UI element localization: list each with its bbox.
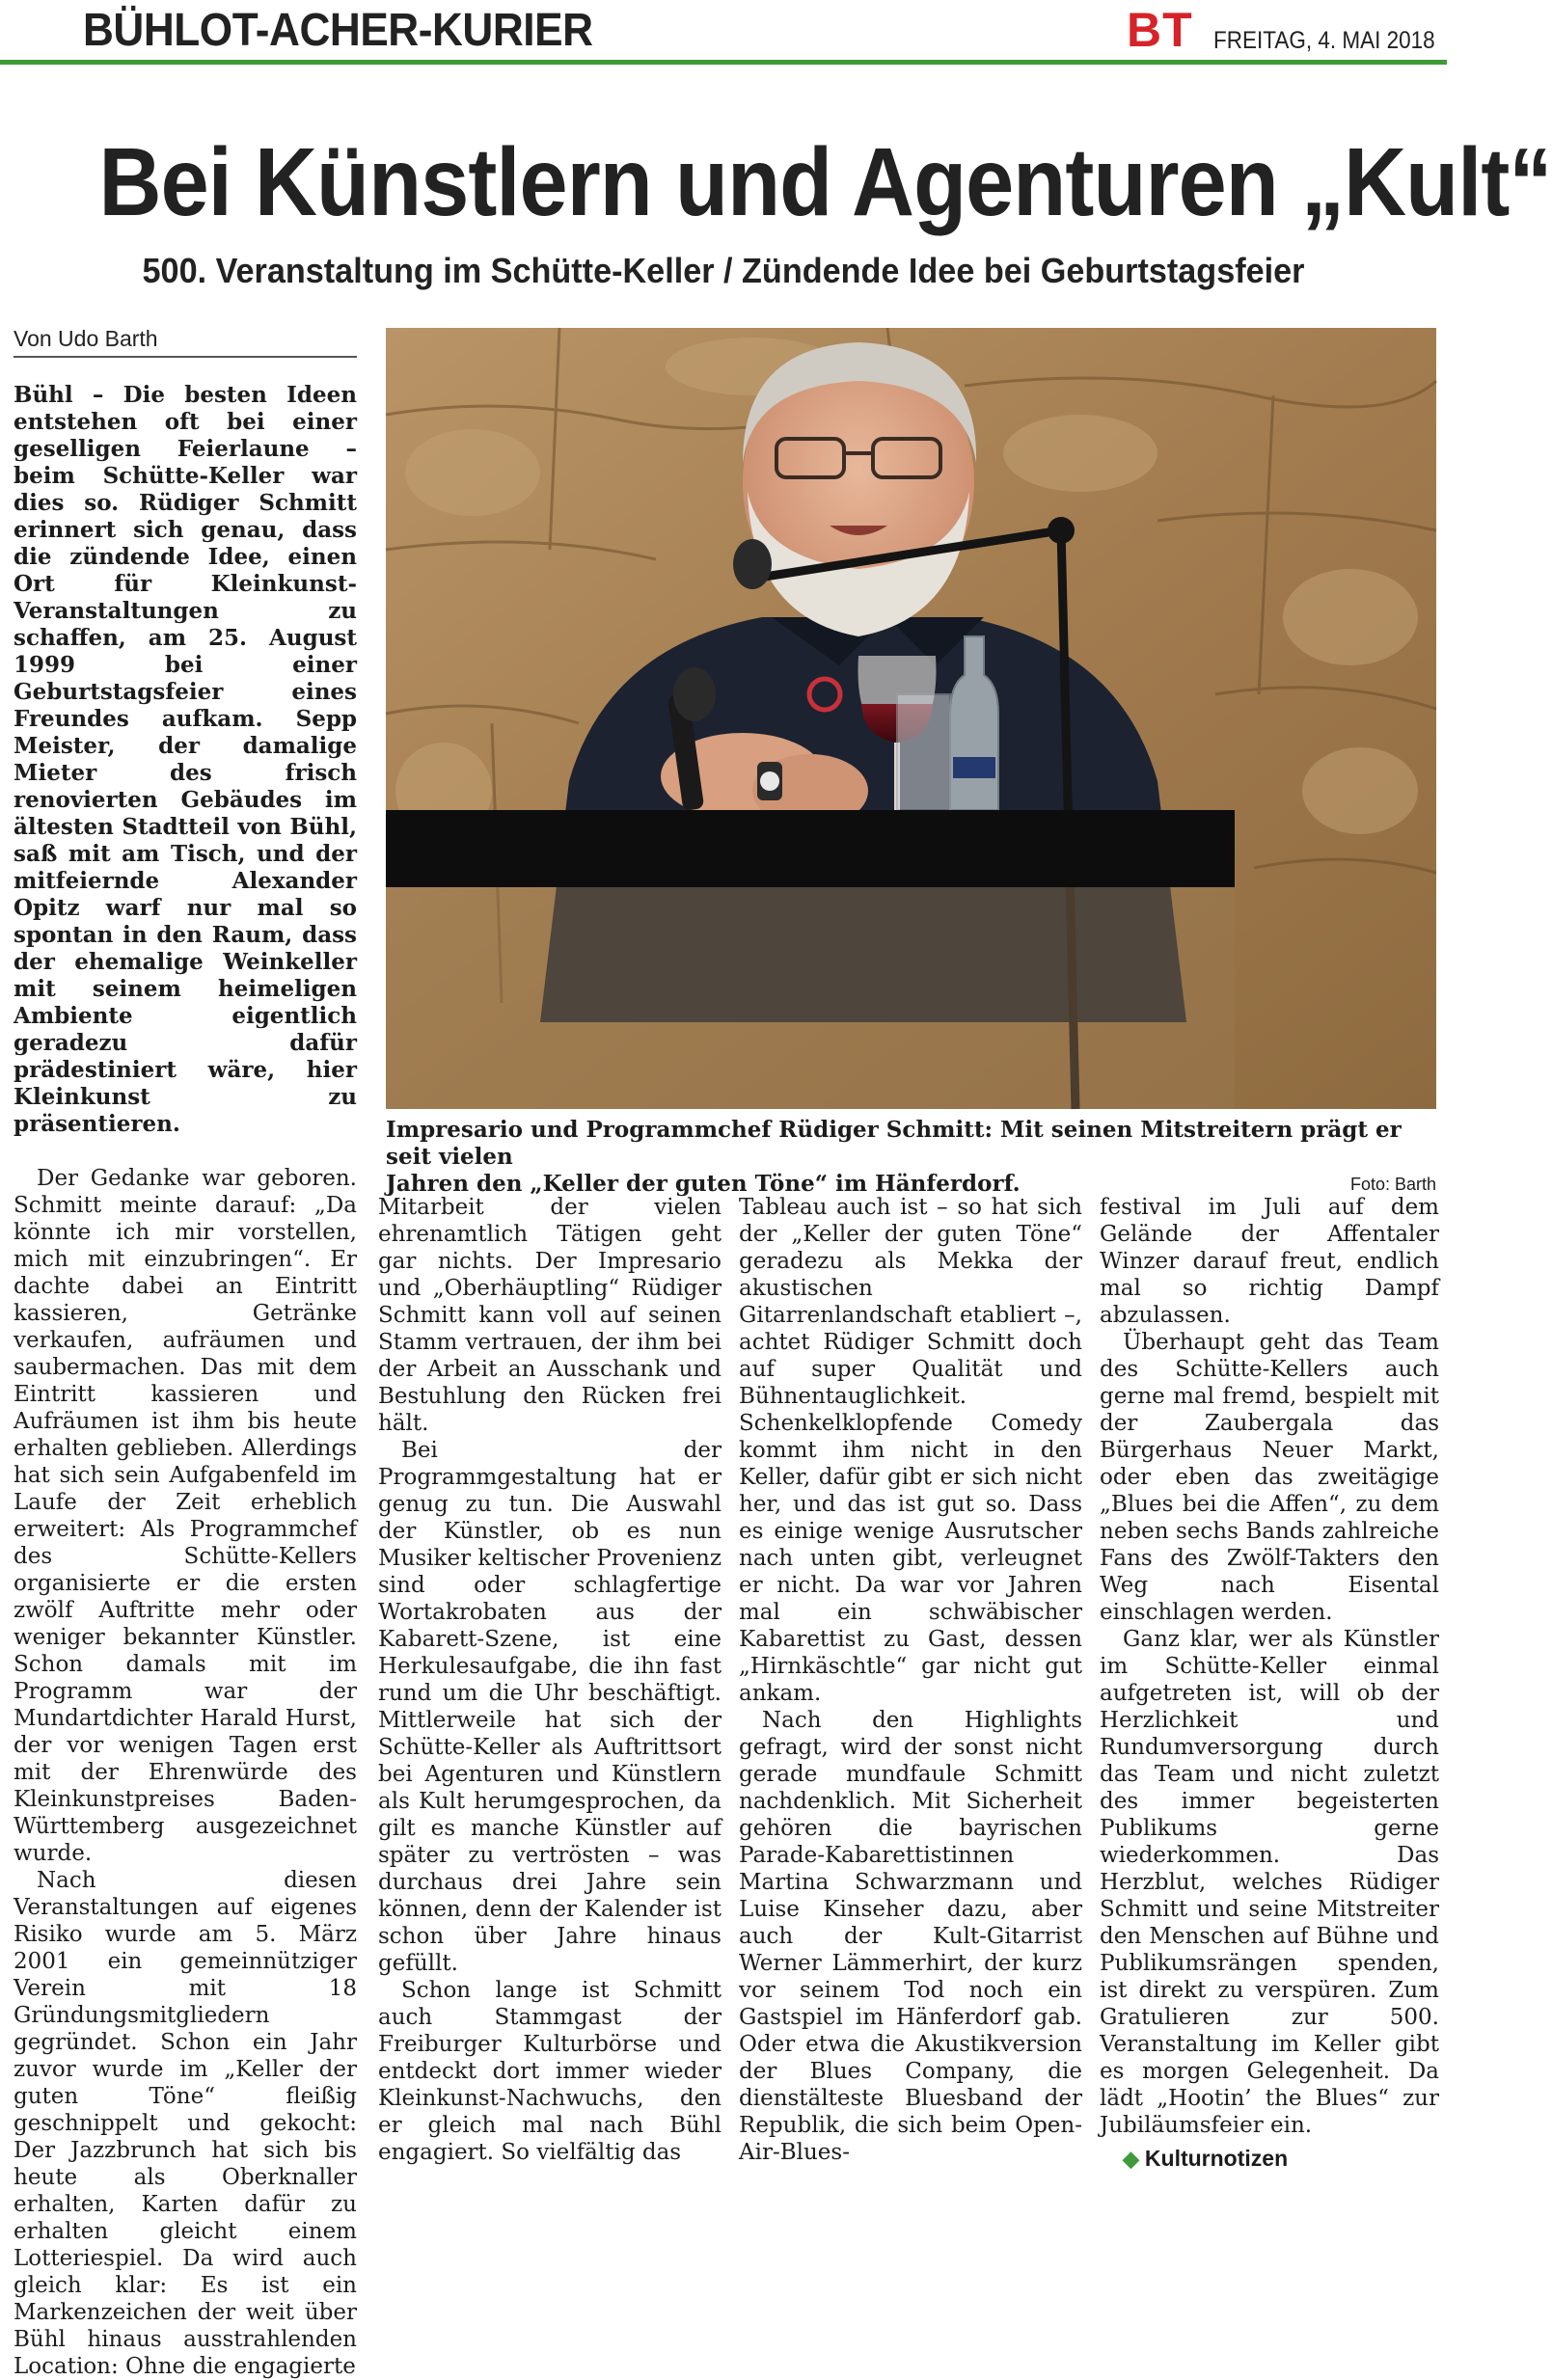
caption-line-1: Impresario und Programmchef Rüdiger Schmitt: Mit seinen Mitstreitern prägt er seit vielen (386, 1117, 1402, 1170)
byline: Von Udo Barth (14, 326, 158, 351)
column-2 (378, 1194, 722, 2166)
lead-paragraph: Bühl – Die besten Ideen entstehen oft bei einer geselligen Feierlaune – beim Schütte-Keller war dies so. Rüdiger Schmitt erinnert sich genau, dass die zündende Idee, einen Ort für Kleinkunst-Veranstaltungen zu schaffen, am 25. August 1999 bei einer Geburtstagsfeier eines Freundes aufkam. Sepp Meister, der damalige Mieter des frisch renovierten Gebäudes im ältesten Stadtteil von Bühl, saß mit am Tisch, und der mitfeiernde Alexander Opitz warf nur mal so spontan in den Raum, dass der ehemalige Weinkeller mit seinem heimeligen Ambiente eigentlich geradezu dafür prädestiniert wäre, hier Kleinkunst zu präsentieren. (14, 382, 357, 1137)
subheadline: 500. Veranstaltung im Schütte-Keller / Zündende Idee bei Geburtstagsfeier (142, 251, 1305, 290)
caption-line-2: Jahren den „Keller der guten Töne“ im Hänferdorf. (386, 1171, 1021, 1197)
column-4 (1100, 1194, 1439, 2173)
body-paragraph: Nach diesen Veranstaltungen auf eigenes Risiko wurde am 5. März 2001 ein gemeinnütziger Verein mit 18 Gründungsmitgliedern gegründet. Schon ein Jahr zuvor wurde im „Keller der guten Töne“ fleißig geschnippelt und gekocht: Der Jazzbrunch hat sich bis heute als Oberknaller erhalten, Karten dafür zu erhalten gleicht einem Lotteriespiel. Da wird auch gleich klar: Es ist ein Markenzeichen der weit über Bühl hinaus ausstrahlenden Location: Ohne die engagierte (14, 1868, 357, 2379)
headline: Bei Künstlern und Agenturen „Kult“ (98, 128, 1552, 236)
paper-name: BÜHLOT-ACHER-KURIER (83, 5, 593, 56)
bt-logo: BT (1127, 3, 1193, 57)
issue-date: FREITAG, 4. MAI 2018 (1213, 27, 1435, 54)
body-paragraph: Tableau auch ist – so hat sich der „Keller der guten Töne“ geradezu als Mekka der akustischen Gitarrenlandschaft etabliert –, achtet Rüdiger Schmitt doch auf super Qualität und Bühnentauglichkeit. Schenkelklopfende Comedy kommt ihm nicht in den Keller, dafür gibt er sich nicht her, und das ist gut so. Dass es einige wenige Ausrutscher nach unten gibt, verleugnet er nicht. Da war vor Jahren mal ein schwäbischer Kabarettist zu Gast, dessen „Hirnkäschtle“ gar nicht gut ankam. (739, 1195, 1082, 1706)
diamond-bullet-icon: ◆ (1123, 2147, 1139, 2171)
body-paragraph: Ganz klar, wer als Künstler im Schütte-Keller einmal aufgetreten ist, will ob der Herzlichkeit und Rundumversorgung durch das Team und nicht zuletzt des immer begeisterten Publikums gerne wiederkommen. Das Herzblut, welches Rüdiger Schmitt und seine Mitstreiter den Menschen auf Bühne und Publikumsrängen spenden, ist direkt zu verspüren. Zum Gratulieren zur 500. Veranstaltung im Keller gibt es morgen Gelegenheit. Da lädt „Hootin’ the Blues“ zur Jubiläumsfeier ein. (1100, 1627, 1439, 2138)
column-3 (739, 1194, 1082, 2166)
photo-credit: Foto: Barth (1349, 1175, 1436, 1194)
body-paragraph: Bei der Programmgestaltung hat er genug zu tun. Die Auswahl der Künstler, ob es nun Musiker keltischer Provenienz sind oder schlagfertige Wortakrobaten aus der Kabarett-Szene, ist eine Herkulesaufgabe, die ihn fast rund um die Uhr beschäftigt. Mittlerweile hat sich der Schütte-Keller als Auftrittsort bei Agenturen und Künstlern als Kult herumgesprochen, da gilt es manche Künstler auf später zu vertrösten – was durchaus drei Jahre sein können, denn der Kalender ist schon über Jahre hinaus gefüllt. (378, 1438, 722, 1976)
body-paragraph: Überhaupt geht das Team des Schütte-Kellers auch gerne mal fremd, bespielt mit der Zaubergala das Bürgerhaus Neuer Markt, oder eben das zweitägige „Blues bei die Affen“, zu dem neben sechs Bands zahlreiche Fans des Zwölf-Takters den Weg nach Eisental einschlagen werden. (1100, 1330, 1439, 1625)
article-photo (386, 328, 1436, 1109)
masthead (0, 0, 1447, 66)
column-1 (14, 382, 357, 2380)
section-link-kulturnotizen[interactable] (1100, 2145, 1439, 2173)
body-paragraph: Der Gedanke war geboren. Schmitt meinte darauf: „Da könnte ich mir vorstellen, mich mit einzubringen“. Er dachte dabei an Eintritt kassieren, Getränke verkaufen, aufräumen und saubermachen. Das mit dem Eintritt kassieren und Aufräumen ist ihm bis heute erhalten geblieben. Allerdings hat sich sein Aufgabenfeld im Laufe der Zeit erheblich erweitert: Als Programmchef des Schütte-Kellers organisierte er die ersten zwölf Auftritte mehr oder weniger bekannter Künstler. Schon damals mit im Programm war der Mundartdichter Harald Hurst, der vor wenigen Tagen erst mit der Ehrenwürde des Kleinkunstpreises Baden-Württemberg ausgezeichnet wurde. (14, 1166, 357, 1866)
photo-caption (386, 1117, 1436, 1198)
body-paragraph: Nach den Highlights gefragt, wird der sonst nicht gerade mundfaule Schmitt nachdenklich. Mit Sicherheit gehören die bayrischen Parade-Kabarettistinnen Martina Schwarzmann und Luise Kinseher dazu, aber auch der Kult-Gitarrist Werner Lämmerhirt, der kurz vor seinem Tod noch ein Gastspiel im Hänferdorf gab. Oder etwa die Akustikversion der Blues Company, die dienstälteste Bluesband der Republik, die sich beim Open-Air-Blues- (739, 1708, 1082, 2165)
header-rule (0, 60, 1447, 65)
body-paragraph: Schon lange ist Schmitt auch Stammgast der Freiburger Kulturbörse und entdeckt dort immer wieder Kleinkunst-Nachwuchs, den er gleich mal nach Bühl engagiert. So vielfältig das (378, 1978, 722, 2165)
section-link-label: Kulturnotizen (1144, 2146, 1289, 2171)
body-paragraph: Mitarbeit der vielen ehrenamtlich Tätigen geht gar nichts. Der Impresario und „Oberhäuptling“ Rüdiger Schmitt kann voll auf seinen Stamm vertrauen, der ihm bei der Arbeit an Ausschank und Bestuhlung den Rücken frei hält. (378, 1195, 722, 1436)
byline-rule (14, 356, 357, 358)
body-paragraph: festival im Juli auf dem Gelände der Affentaler Winzer darauf freut, endlich mal so richtig Dampf abzulassen. (1100, 1195, 1439, 1328)
